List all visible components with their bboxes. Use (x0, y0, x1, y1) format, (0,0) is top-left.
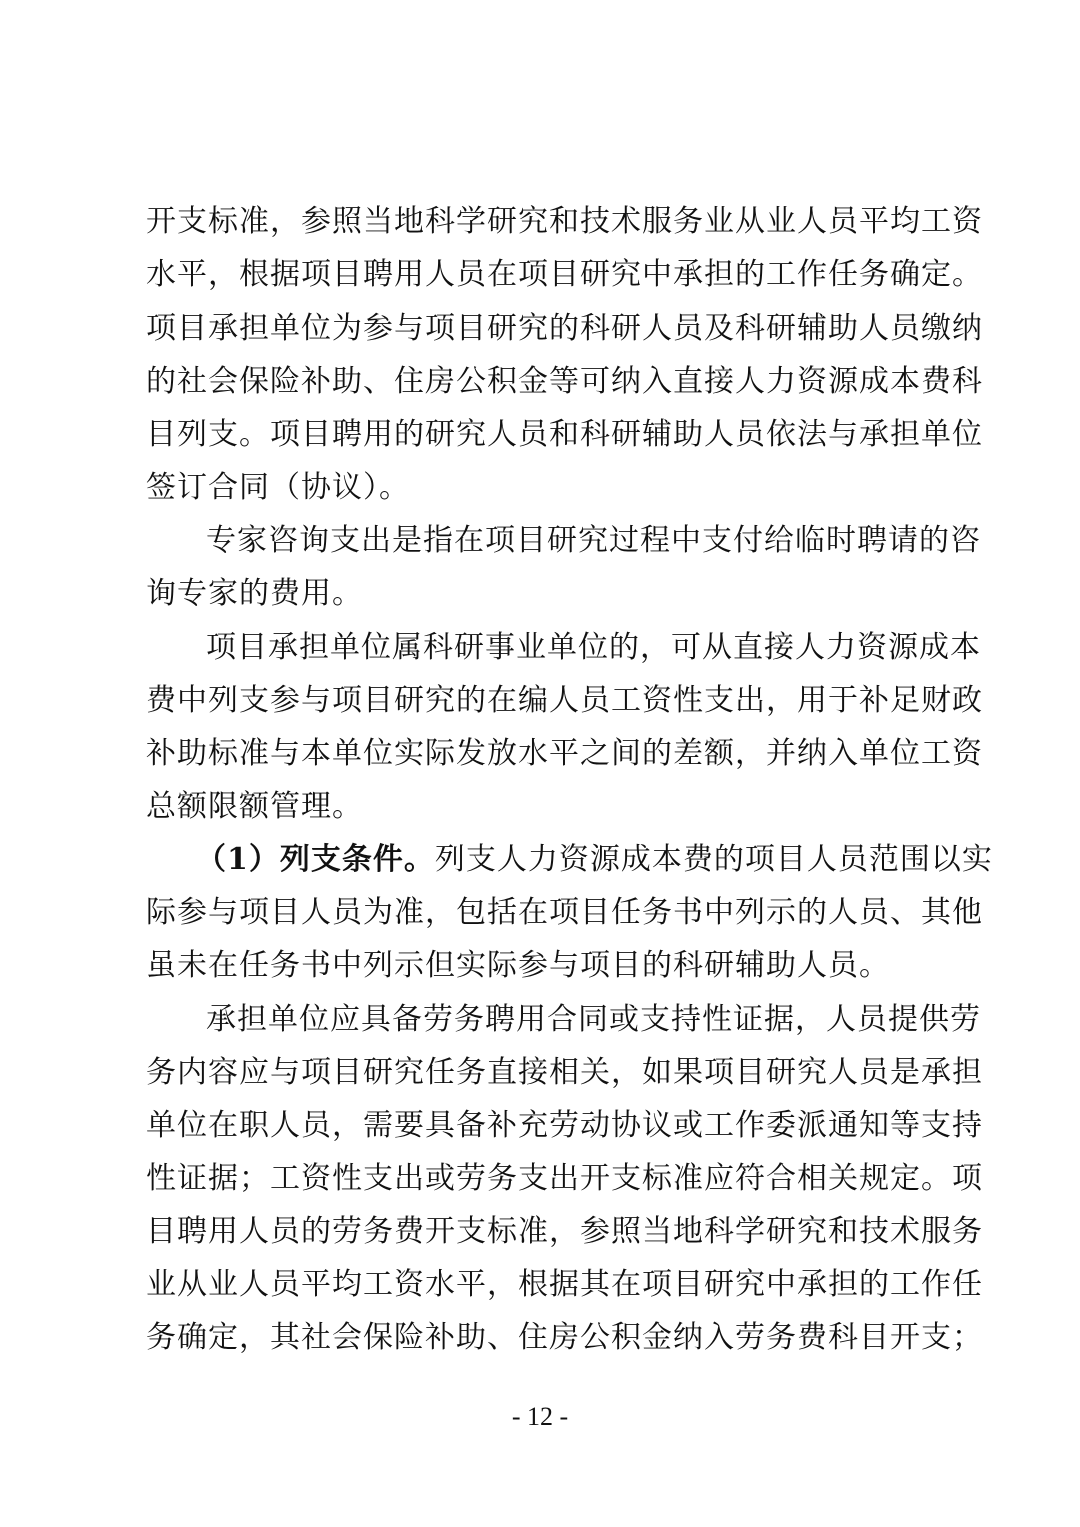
text-line: 目聘用人员的劳务费开支标准，参照当地科学研究和技术服务 (146, 1214, 983, 1249)
text-line: 补助标准与本单位实际发放水平之间的差额，并纳入单位工资 (146, 736, 983, 771)
text-line-rest: 列支人力资源成本费的项目人员范围以实 (434, 842, 993, 877)
text-line: 项目承担单位为参与项目研究的科研人员及科研辅助人员缴纳 (146, 311, 983, 346)
text-line: 目列支。项目聘用的研究人员和科研辅助人员依法与承担单位 (146, 417, 983, 452)
text-line: 性证据；工资性支出或劳务支出开支标准应符合相关规定。项 (146, 1161, 983, 1196)
text-line: 项目承担单位属科研事业单位的，可从直接人力资源成本 (206, 630, 981, 665)
text-line: 签订合同（协议）。 (146, 470, 410, 505)
text-line: 业从业人员平均工资水平，根据其在项目研究中承担的工作任 (146, 1267, 983, 1302)
text-line: 的社会保险补助、住房公积金等可纳入直接人力资源成本费科 (146, 364, 983, 399)
text-line: 务内容应与项目研究任务直接相关，如果项目研究人员是承担 (146, 1055, 983, 1090)
clause-heading: （1）列支条件。 (196, 842, 435, 877)
text-line: 承担单位应具备劳务聘用合同或支持性证据，人员提供劳 (206, 1002, 981, 1037)
text-line: 际参与项目人员为准，包括在项目任务书中列示的人员、其他 (146, 895, 983, 930)
text-line: 务确定，其社会保险补助、住房公积金纳入劳务费科目开支； (146, 1320, 983, 1355)
text-line: 询专家的费用。 (146, 576, 363, 611)
page-number: - 12 - (511, 1402, 569, 1431)
text-line: 总额限额管理。 (146, 789, 363, 824)
text-line: 专家咨询支出是指在项目研究过程中支付给临时聘请的咨 (206, 523, 981, 558)
text-line: 水平，根据项目聘用人员在项目研究中承担的工作任务确定。 (146, 257, 983, 292)
text-line: 开支标准，参照当地科学研究和技术服务业从业人员平均工资 (146, 204, 983, 239)
text-line-with-heading (196, 840, 993, 880)
text-line: 单位在职人员，需要具备补充劳动协议或工作委派通知等支持 (146, 1108, 983, 1143)
text-line: 费中列支参与项目研究的在编人员工资性支出，用于补足财政 (146, 683, 983, 718)
text-line: 虽未在任务书中列示但实际参与项目的科研辅助人员。 (146, 948, 890, 983)
